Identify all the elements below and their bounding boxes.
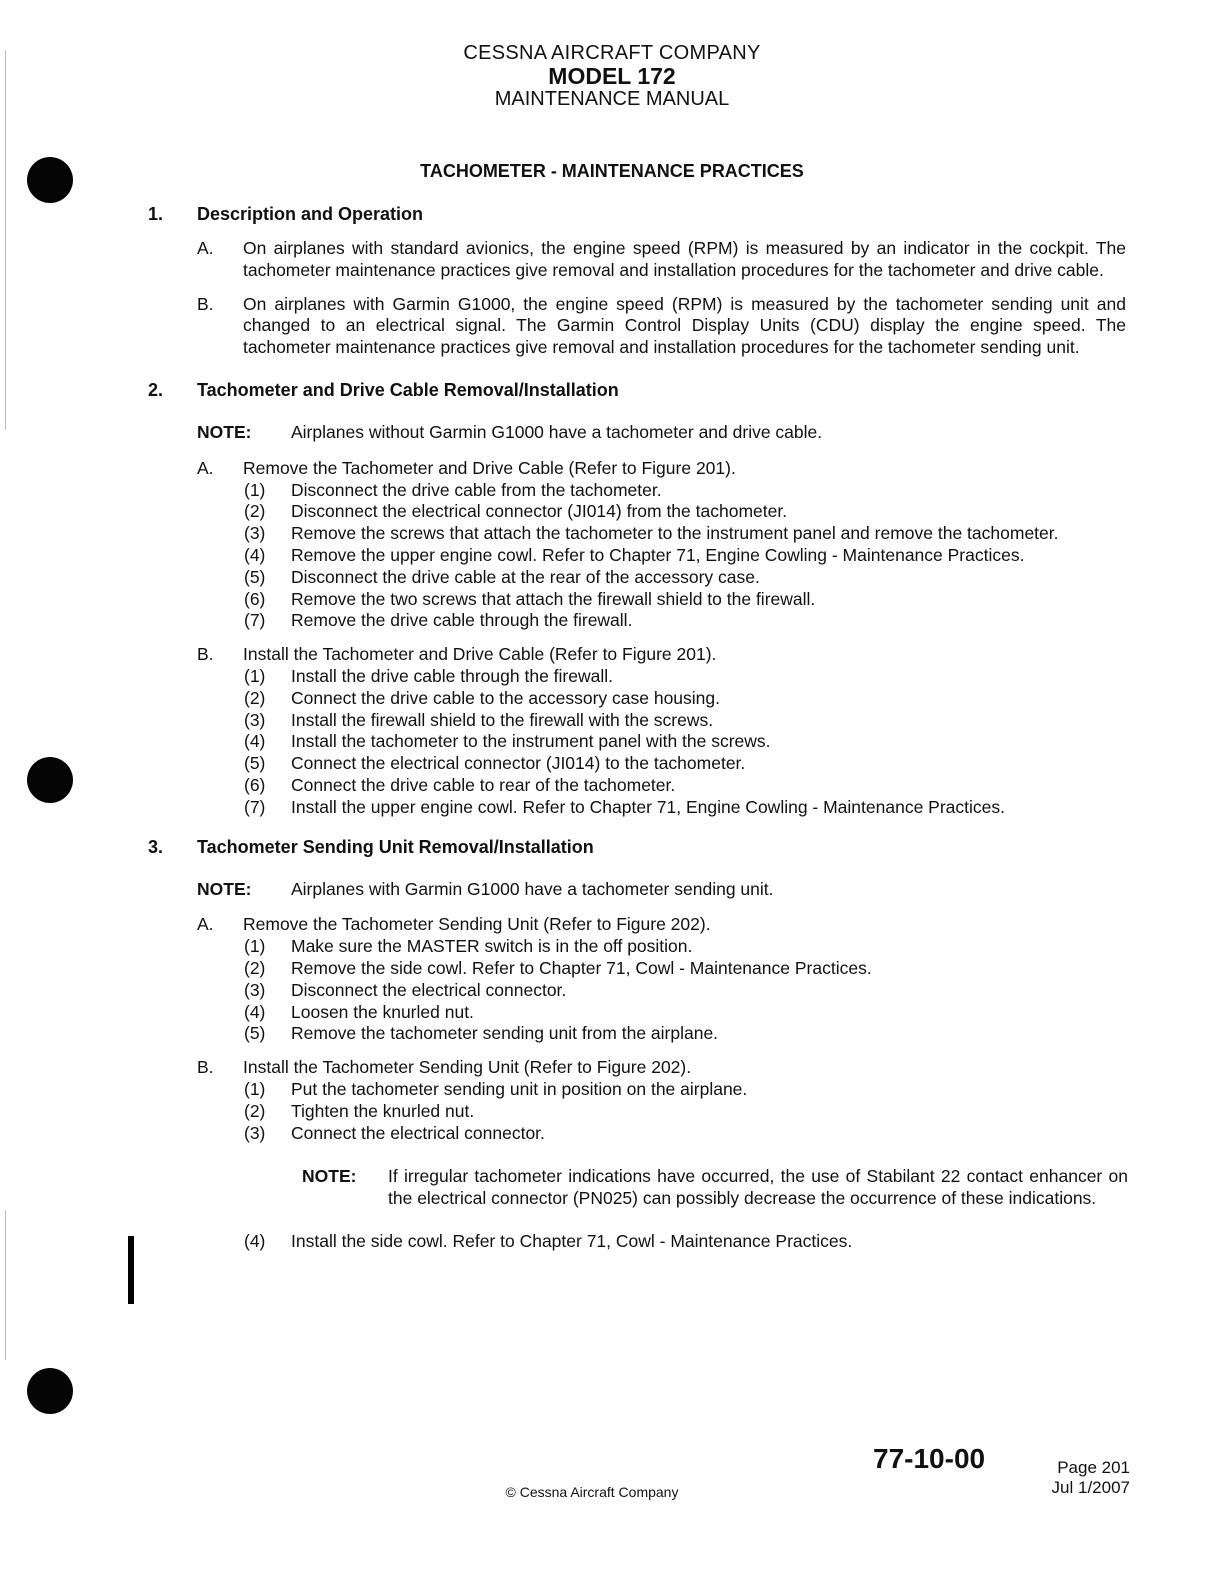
step	[244, 1001, 1126, 1024]
punch-hole-bottom	[27, 1368, 73, 1414]
paragraph	[197, 238, 1126, 282]
step-text: Install the side cowl. Refer to Chapter 71, Cowl - Maintenance Practices.	[291, 1230, 853, 1251]
step-number: (5)	[244, 566, 266, 587]
step	[244, 753, 1126, 775]
step-text: Loosen the knurled nut.	[291, 1001, 474, 1022]
step-number: (3)	[244, 1122, 266, 1143]
section-number: 1.	[148, 204, 164, 224]
paragraph-text: Remove the Tachometer and Drive Cable (Refer to Figure 201).	[243, 457, 736, 478]
step	[244, 544, 1126, 567]
paragraph-letter: B.	[197, 644, 214, 665]
note-text: If irregular tachometer indications have occurred, the use of Stabilant 22 contact enhancer on the electrical connector (PN025) can possibly decrease the occurrence of these indications.	[388, 1166, 1128, 1209]
step	[244, 731, 1126, 753]
section-title: Description and Operation	[197, 204, 424, 224]
chapter-code: 77-10-00	[873, 1443, 986, 1474]
note-text: Airplanes with Garmin G1000 have a tachometer sending unit.	[291, 878, 774, 899]
step-number: (6)	[244, 774, 266, 795]
step-number: (3)	[244, 979, 266, 1000]
note	[197, 421, 1126, 444]
paragraph-text: On airplanes with Garmin G1000, the engine speed (RPM) is measured by the tachometer sending unit and changed to an electrical signal. The Garmin Control Display Units (CDU) display the engine speed. The tachometer maintenance practices give removal and installation procedures for the tachometer sending unit.	[243, 293, 1126, 358]
step-text: Connect the electrical connector.	[291, 1122, 545, 1143]
paragraph-text: Remove the Tachometer Sending Unit (Refer to Figure 202).	[243, 914, 711, 935]
step-number: (1)	[244, 479, 266, 500]
section-title: Tachometer and Drive Cable Removal/Installation	[197, 379, 619, 400]
step	[244, 687, 1126, 710]
step	[244, 774, 1126, 797]
section-heading	[0, 380, 1224, 404]
step	[244, 523, 1126, 545]
step-text: Connect the electrical connector (JI014) to the tachometer.	[291, 753, 746, 774]
section-description	[0, 204, 1224, 359]
step-text: Make sure the MASTER switch is in the off position.	[291, 936, 693, 957]
step-text: Connect the drive cable to rear of the tachometer.	[291, 774, 676, 795]
step-number: (1)	[244, 1078, 266, 1099]
step-number: (6)	[244, 588, 266, 609]
page-header	[0, 42, 1224, 110]
paragraph	[197, 1057, 1126, 1079]
step-number: (4)	[244, 731, 266, 752]
section-drive-cable	[0, 380, 1224, 819]
step	[244, 1078, 1126, 1101]
note	[302, 1166, 1128, 1210]
step-text: Disconnect the electrical connector.	[291, 979, 567, 1000]
section-sending-unit	[0, 837, 1224, 1253]
step	[244, 796, 1126, 819]
note-label: NOTE:	[302, 1166, 357, 1187]
paragraph	[197, 914, 1126, 936]
paragraph-text: Install the Tachometer Sending Unit (Refer to Figure 202).	[243, 1057, 692, 1078]
step-number: (2)	[244, 1100, 266, 1121]
step	[244, 1023, 1126, 1045]
step-text: Tighten the knurled nut.	[291, 1100, 475, 1121]
step-number: (2)	[244, 957, 266, 978]
note-label: NOTE:	[197, 421, 252, 442]
manual-name: MAINTENANCE MANUAL	[494, 88, 730, 110]
company-name: CESSNA AIRCRAFT COMPANY	[463, 42, 761, 64]
step	[244, 566, 1126, 589]
step-number: (1)	[244, 665, 266, 686]
paragraph-letter: B.	[197, 1057, 214, 1078]
step	[244, 665, 1126, 688]
step-number: (4)	[244, 544, 266, 565]
page-number: Page 201	[1057, 1458, 1130, 1477]
step-text: Connect the drive cable to the accessory case housing.	[291, 687, 720, 708]
step	[244, 1100, 1126, 1123]
step-text: Remove the two screws that attach the firewall shield to the firewall.	[291, 588, 816, 609]
step	[244, 501, 1126, 523]
step-number: (4)	[244, 1001, 266, 1022]
step	[244, 479, 1126, 502]
note-text: Airplanes without Garmin G1000 have a tachometer and drive cable.	[291, 421, 823, 442]
step-text: Put the tachometer sending unit in position on the airplane.	[291, 1078, 748, 1099]
step	[244, 588, 1126, 611]
step-text: Remove the tachometer sending unit from the airplane.	[291, 1023, 719, 1044]
step-text: Install the firewall shield to the firewall with the screws.	[291, 709, 714, 730]
step	[244, 1230, 1126, 1253]
paragraph	[197, 644, 1126, 666]
step-number: (1)	[244, 936, 266, 957]
step	[244, 979, 1126, 1002]
note-label: NOTE:	[197, 878, 252, 899]
step-text: Disconnect the drive cable at the rear of the accessory case.	[291, 566, 760, 587]
step-text: Remove the side cowl. Refer to Chapter 71, Cowl - Maintenance Practices.	[291, 957, 872, 978]
note	[197, 878, 1126, 901]
paragraph-text: On airplanes with standard avionics, the engine speed (RPM) is measured by an indicator in the cockpit. The tachometer maintenance practices give removal and installation procedures for the tachometer and drive cable.	[243, 238, 1126, 280]
step-number: (3)	[244, 523, 266, 544]
section-number: 3.	[148, 836, 164, 857]
section-heading	[0, 837, 1224, 861]
step-number: (4)	[244, 1230, 266, 1251]
step	[244, 957, 1126, 980]
step-text: Disconnect the electrical connector (JI014) from the tachometer.	[291, 501, 788, 522]
paragraph-letter: A.	[197, 238, 214, 258]
step	[244, 610, 1126, 632]
page-content	[0, 204, 1224, 1253]
section-number: 2.	[148, 379, 164, 400]
step-text: Install the tachometer to the instrument panel with the screws.	[291, 731, 771, 752]
paragraph-letter: B.	[197, 293, 214, 314]
step-number: (7)	[244, 796, 266, 817]
step-text: Remove the upper engine cowl. Refer to Chapter 71, Engine Cowling - Maintenance Practices.	[291, 544, 1025, 565]
step-number: (2)	[244, 687, 266, 708]
step-number: (5)	[244, 1023, 266, 1044]
revision-date: Jul 1/2007	[1051, 1478, 1130, 1497]
model-name: MODEL 172	[548, 63, 676, 89]
step	[244, 1122, 1126, 1145]
paragraph-letter: A.	[197, 457, 214, 478]
step-number: (2)	[244, 501, 266, 522]
paragraph	[197, 293, 1126, 359]
paragraph-letter: A.	[197, 914, 214, 935]
section-title: Tachometer Sending Unit Removal/Installation	[197, 836, 594, 857]
section-heading	[0, 204, 1224, 228]
paragraph	[197, 457, 1126, 480]
step-text: Disconnect the drive cable from the tachometer.	[291, 479, 662, 500]
copyright: © Cessna Aircraft Company	[505, 1484, 679, 1500]
step	[244, 936, 1126, 958]
step	[244, 709, 1126, 732]
step-text: Install the drive cable through the firewall.	[291, 665, 613, 686]
step-text: Remove the screws that attach the tachometer to the instrument panel and remove the tachometer.	[291, 523, 1059, 544]
step-text: Remove the drive cable through the firewall.	[291, 610, 633, 631]
page-title: TACHOMETER - MAINTENANCE PRACTICES	[420, 161, 804, 181]
step-text: Install the upper engine cowl. Refer to Chapter 71, Engine Cowling - Maintenance Practices.	[291, 796, 1006, 817]
step-number: (3)	[244, 709, 266, 730]
step-number: (5)	[244, 753, 266, 774]
step-number: (7)	[244, 610, 266, 631]
paragraph-text: Install the Tachometer and Drive Cable (Refer to Figure 201).	[243, 644, 717, 665]
